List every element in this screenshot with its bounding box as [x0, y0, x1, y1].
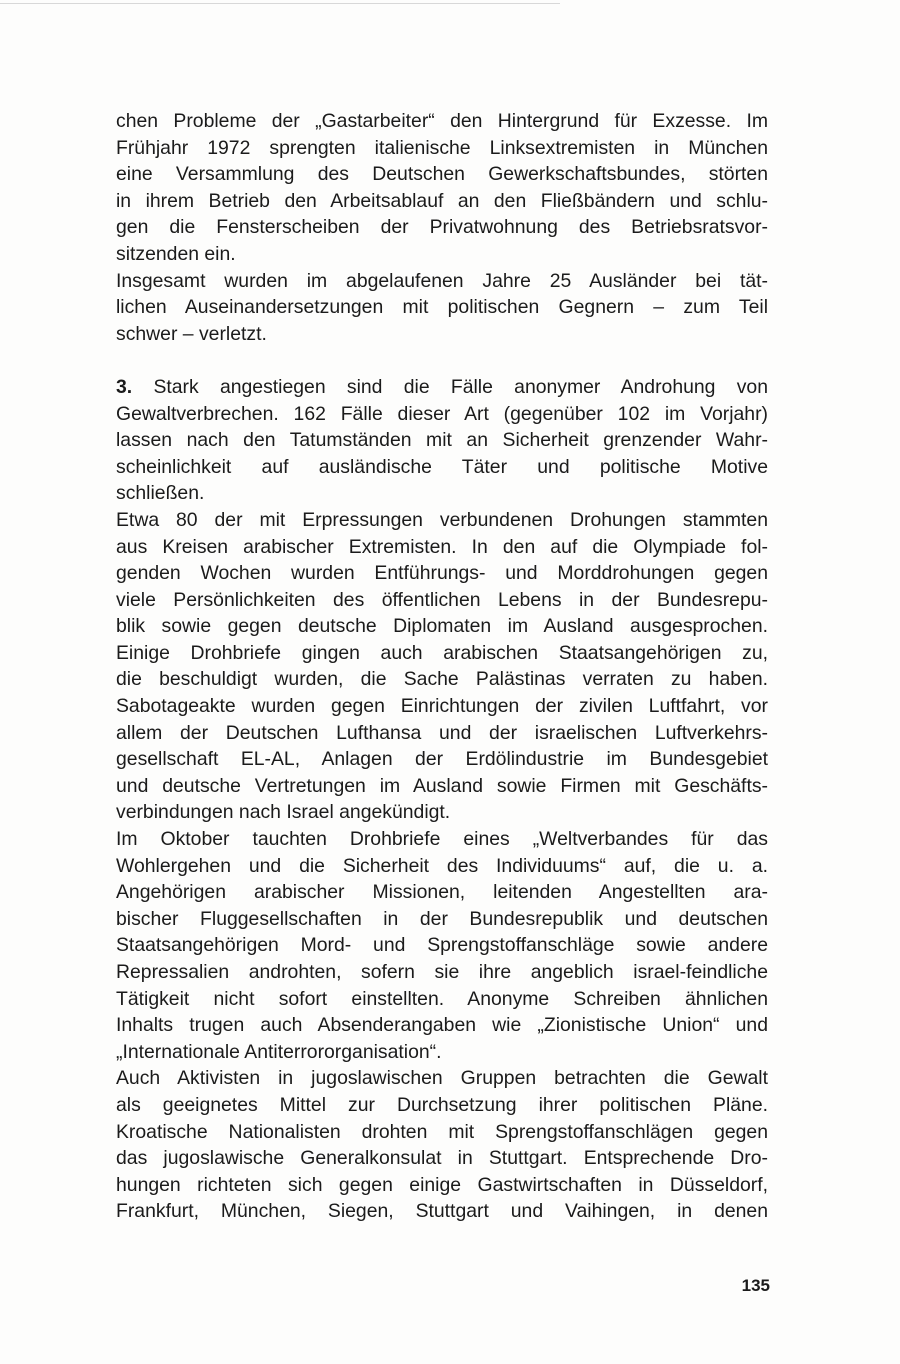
text-line: Sabotageakte wurden gegen Einrichtungen der zivilen Luftfahrt, vor: [116, 695, 768, 718]
text-line: aus Kreisen arabischer Extremisten. In den auf die Olympiade fol-: [116, 535, 768, 558]
section-number: 3.: [116, 375, 133, 398]
text-line: Wohlergehen und die Sicherheit des Individuums“ auf, die u. a.: [116, 854, 768, 877]
text-line-content: Stark angestiegen sind die Fälle anonymer Androhung von: [153, 375, 768, 398]
text-line: lichen Auseinandersetzungen mit politischen Gegnern – zum Teil: [116, 296, 768, 319]
text-line: Staatsangehörigen Mord- und Sprengstoffanschläge sowie andere: [116, 934, 768, 957]
text-line: in ihrem Betrieb den Arbeitsablauf an den Fließbändern und schlu-: [116, 189, 768, 212]
page-number: 135: [741, 1276, 770, 1295]
text-line: Angehörigen arabischer Missionen, leitenden Angestellten ara-: [116, 881, 768, 904]
body-text: [116, 108, 768, 1225]
text-line: als geeignetes Mittel zur Durchsetzung ihrer politischen Pläne.: [116, 1093, 768, 1116]
paragraph: [116, 507, 768, 826]
text-line: Im Oktober tauchten Drohbriefe eines „Weltverbandes für das: [116, 828, 768, 851]
text-line: genden Wochen wurden Entführungs- und Morddrohungen gegen: [116, 562, 768, 585]
scan-edge-line: [0, 3, 560, 4]
text-line: gen die Fensterscheiben der Privatwohnung des Betriebsratsvor-: [116, 216, 768, 239]
text-line: „Internationale Antiterrororganisation“.: [116, 1040, 442, 1063]
text-line: das jugoslawische Generalkonsulat in Stuttgart. Entsprechende Dro-: [116, 1147, 768, 1170]
text-line: verbindungen nach Israel angekündigt.: [116, 801, 451, 824]
text-line: Inhalts trugen auch Absenderangaben wie „Zionistische Union“ und: [116, 1014, 768, 1037]
text-line: hungen richteten sich gegen einige Gastwirtschaften in Düsseldorf,: [116, 1173, 768, 1196]
text-line: Repressalien androhten, sofern sie ihre angeblich israel-feindliche: [116, 961, 768, 983]
text-line: Einige Drohbriefe gingen auch arabischen Staatsangehörigen zu,: [116, 641, 768, 664]
paragraph-section-3: [116, 374, 768, 507]
text-line: gesellschaft EL-AL, Anlagen der Erdölindustrie im Bundesgebiet: [116, 748, 768, 771]
paragraph: [116, 268, 768, 348]
text-line: viele Persönlichkeiten des öffentlichen Lebens in der Bundesrepu-: [116, 588, 768, 611]
text-line: die beschuldigt wurden, die Sache Palästinas verraten zu haben.: [116, 668, 768, 691]
text-line: Etwa 80 der mit Erpressungen verbundenen Drohungen stammten: [116, 508, 768, 531]
text-line-numbered: [116, 374, 768, 401]
text-line: Insgesamt wurden im abgelaufenen Jahre 25 Ausländer bei tät-: [116, 269, 768, 292]
text-line: Gewaltverbrechen. 162 Fälle dieser Art (gegenüber 102 im Vorjahr): [116, 402, 768, 425]
text-line: und deutsche Vertretungen im Ausland sowie Firmen mit Geschäfts-: [116, 774, 768, 797]
paragraph: [116, 108, 768, 268]
text-line: Auch Aktivisten in jugoslawischen Gruppen betrachten die Gewalt: [116, 1067, 768, 1090]
text-line: scheinlichkeit auf ausländische Täter und politische Motive: [116, 455, 768, 478]
text-line: sitzenden ein.: [116, 242, 236, 265]
text-line: lassen nach den Tatumständen mit an Sicherheit grenzender Wahr-: [116, 429, 768, 452]
text-line: schließen.: [116, 482, 205, 505]
text-line: Kroatische Nationalisten drohten mit Sprengstoffanschlägen gegen: [116, 1120, 768, 1143]
paragraph: [116, 1065, 768, 1225]
paragraph: [116, 826, 768, 1065]
text-line: schwer – verletzt.: [116, 322, 267, 345]
text-line: Tätigkeit nicht sofort einstellten. Anonyme Schreiben ähnlichen: [116, 987, 768, 1010]
text-line: eine Versammlung des Deutschen Gewerkschaftsbundes, störten: [116, 163, 768, 186]
text-line: chen Probleme der „Gastarbeiter“ den Hintergrund für Exzesse. Im: [116, 110, 768, 132]
text-line: allem der Deutschen Lufthansa und der israelischen Luftverkehrs-: [116, 721, 768, 744]
text-line: Frankfurt, München, Siegen, Stuttgart und Vaihingen, in denen: [116, 1200, 768, 1223]
text-line: Frühjahr 1972 sprengten italienische Linksextremisten in München: [116, 136, 768, 159]
paragraph-gap: [116, 347, 768, 374]
text-line: bischer Fluggesellschaften in der Bundesrepublik und deutschen: [116, 907, 768, 930]
text-line: blik sowie gegen deutsche Diplomaten im Ausland ausgesprochen.: [116, 615, 768, 638]
